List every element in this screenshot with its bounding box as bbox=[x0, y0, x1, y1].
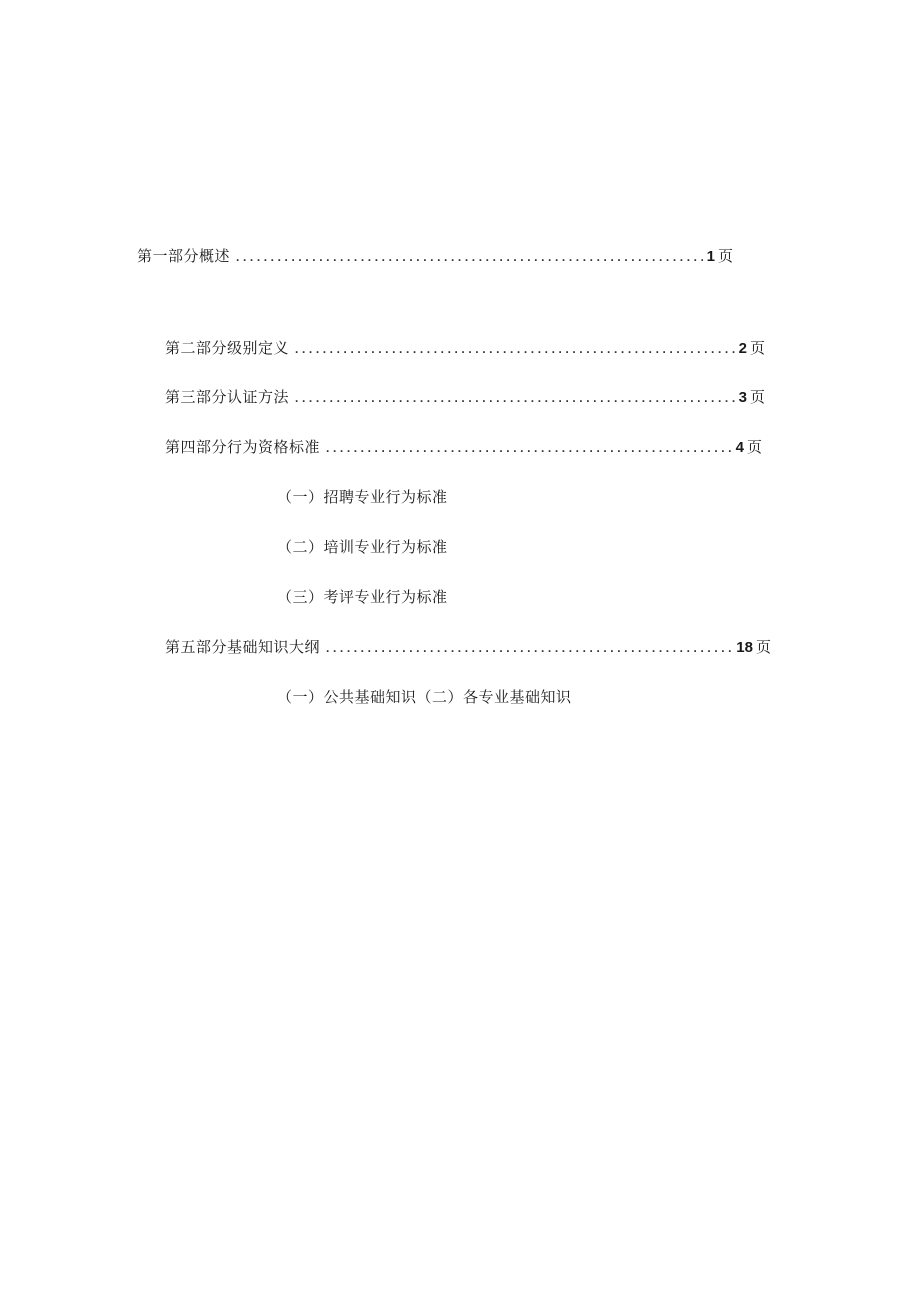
toc-entry-part-2[interactable] bbox=[165, 338, 765, 359]
toc-dot-leader bbox=[236, 247, 703, 267]
toc-sub-entry-appraisal[interactable]: （三）考评专业行为标准 bbox=[277, 588, 448, 606]
toc-dot-leader bbox=[326, 638, 732, 658]
toc-entry-part-5[interactable] bbox=[165, 637, 771, 658]
toc-page-number: 18 bbox=[736, 639, 753, 656]
toc-entry-part-1[interactable] bbox=[137, 246, 733, 267]
toc-entry-part-3[interactable] bbox=[165, 387, 765, 408]
toc-dot-leader bbox=[295, 388, 735, 408]
toc-entry-title: 第三部分认证方法 bbox=[165, 388, 290, 406]
toc-dot-leader bbox=[295, 339, 735, 359]
toc-entry-title: 第四部分行为资格标准 bbox=[165, 438, 321, 456]
toc-page-number: 4 bbox=[735, 439, 744, 456]
toc-page-unit: 页 bbox=[717, 247, 733, 265]
toc-dot-leader bbox=[326, 438, 732, 458]
toc-entry-title: 第一部分概述 bbox=[137, 247, 231, 265]
toc-entry-title: 第二部分级别定义 bbox=[165, 339, 290, 357]
toc-page-number: 1 bbox=[706, 248, 715, 265]
toc-sub-entry-basic-knowledge[interactable]: （一）公共基础知识（二）各专业基础知识 bbox=[277, 688, 572, 706]
toc-entry-title: 第五部分基础知识大纲 bbox=[165, 638, 321, 656]
toc-page-unit: 页 bbox=[749, 339, 765, 357]
toc-sub-entry-recruitment[interactable]: （一）招聘专业行为标准 bbox=[277, 488, 448, 506]
toc-page-unit: 页 bbox=[749, 388, 765, 406]
toc-entry-part-4[interactable] bbox=[165, 437, 762, 458]
toc-page-unit: 页 bbox=[746, 438, 762, 456]
toc-page-unit: 页 bbox=[755, 638, 771, 656]
toc-page-number: 3 bbox=[738, 389, 747, 406]
toc-sub-entry-training[interactable]: （二）培训专业行为标准 bbox=[277, 538, 448, 556]
toc-page-number: 2 bbox=[738, 340, 747, 357]
